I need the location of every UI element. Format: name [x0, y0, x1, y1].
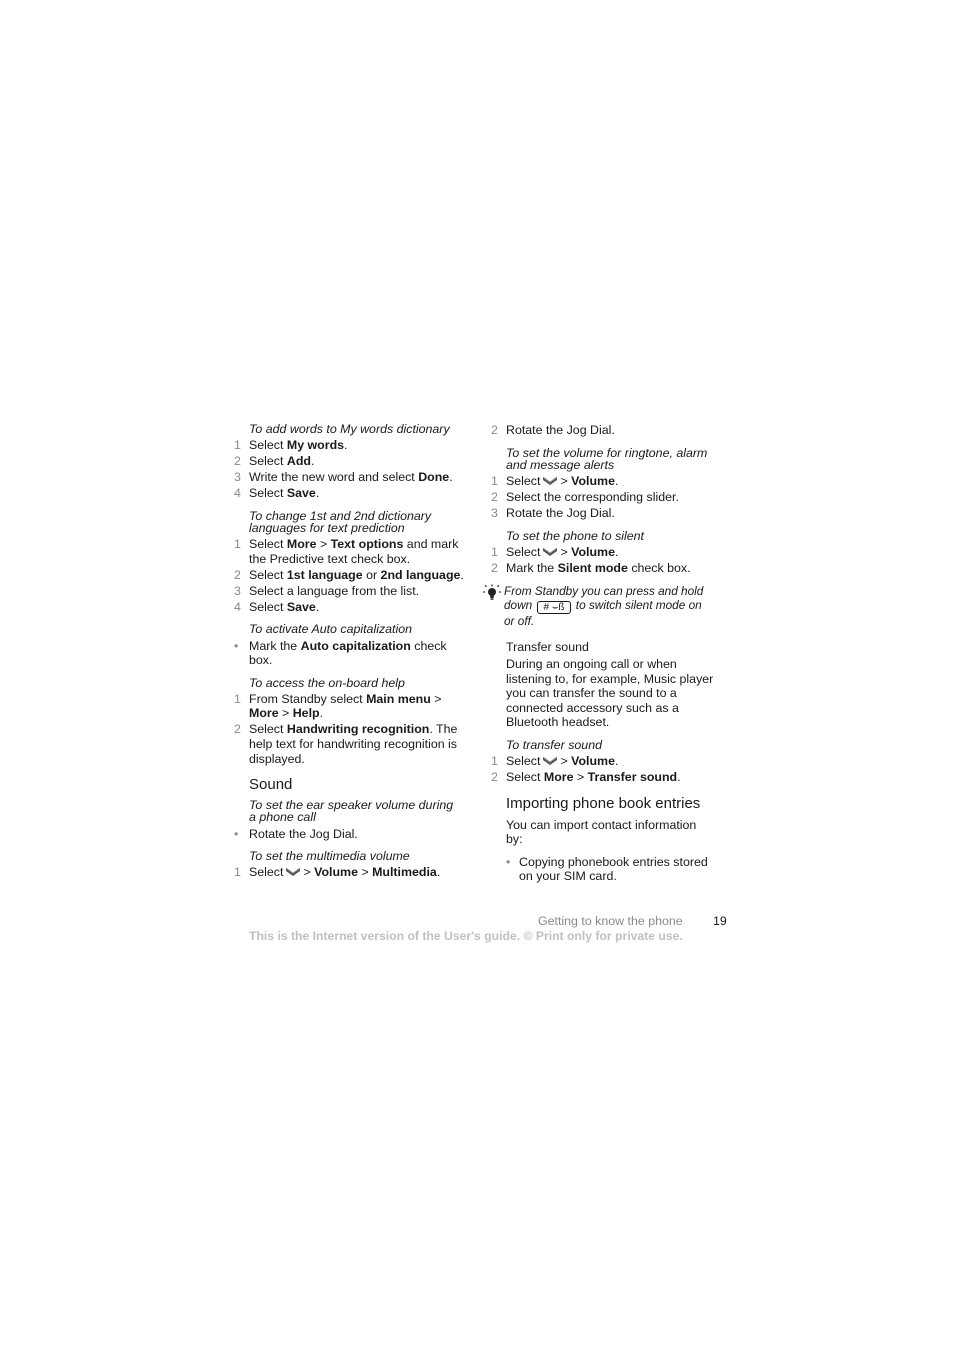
- section-heading: To change 1st and 2nd dictionary languages for text prediction: [249, 508, 432, 535]
- step-text: Select My words.: [249, 438, 348, 453]
- step-text: Select Save.: [249, 599, 320, 614]
- step-text: Select > Volume > Multimedia.: [249, 865, 441, 880]
- page-footer: [538, 914, 728, 929]
- step: [234, 600, 474, 615]
- transfer-sound-title: Transfer sound: [506, 640, 589, 655]
- bullet-text: Rotate the Jog Dial.: [249, 826, 358, 841]
- step: [234, 568, 474, 583]
- add-words-section: [234, 423, 474, 501]
- step-text: Select > Volume.: [506, 754, 619, 769]
- step-number: 1: [491, 474, 498, 488]
- left-column: [234, 423, 474, 889]
- step-text: Select Handwriting recognition. The help text for handwriting recognition is displayed.: [249, 722, 458, 766]
- section-heading: To access the on-board help: [249, 675, 405, 690]
- section-heading: To activate Auto capitalization: [249, 622, 413, 637]
- step-number: 3: [491, 505, 498, 520]
- bullet-text: Mark the Auto capitalization check box.: [249, 638, 447, 668]
- multimedia-volume-continued: [491, 423, 731, 438]
- step: [234, 454, 474, 469]
- ringtone-volume-section: [491, 447, 731, 521]
- step-text: Write the new word and select Done.: [249, 470, 453, 485]
- onboard-help-section: [234, 677, 474, 767]
- step-text: Select More > Text options and mark the Predictive text check box.: [249, 537, 459, 566]
- step-text: Rotate the Jog Dial.: [506, 505, 615, 520]
- step-number: 3: [234, 470, 241, 485]
- bullet-marker: •: [506, 854, 511, 869]
- step-number: 3: [234, 583, 241, 598]
- step-text: Select a language from the list.: [249, 583, 420, 598]
- step-text: Select More > Transfer sound.: [506, 770, 681, 785]
- step: [491, 423, 731, 438]
- step-text: Mark the Silent mode check box.: [506, 560, 691, 575]
- step-text: From Standby select Main menu > More > Help.: [249, 691, 442, 721]
- internet-version-notice: This is the Internet version of the User's guide. © Print only for private use.: [249, 929, 683, 943]
- menu-down-chevron-icon: [542, 475, 558, 487]
- section-heading: To transfer sound: [506, 737, 602, 752]
- step: [234, 865, 474, 880]
- step: [491, 506, 731, 521]
- importing-paragraph: You can import contact information by:: [506, 817, 697, 847]
- step-number: 1: [234, 537, 241, 552]
- step: [491, 754, 731, 769]
- change-dictionary-section: [234, 510, 474, 615]
- step-text: Select Add.: [249, 454, 315, 469]
- step-number: 1: [234, 438, 241, 453]
- tip-box: [491, 584, 731, 628]
- step-text: Select > Volume.: [506, 544, 619, 559]
- step: [234, 722, 474, 766]
- step: [234, 584, 474, 599]
- step-number: 4: [234, 486, 241, 501]
- footer-section-name: Getting to know the phone: [538, 914, 683, 928]
- step: [491, 545, 731, 560]
- menu-down-chevron-icon: [542, 546, 558, 558]
- importing-phonebook-title: Importing phone book entries: [506, 794, 701, 812]
- section-heading: To set the volume for ringtone, alarm and message alerts: [506, 445, 708, 472]
- step-number: 2: [491, 489, 498, 504]
- bullet-marker: •: [234, 638, 239, 653]
- page-number: 19: [713, 914, 727, 928]
- step-number: 2: [491, 560, 498, 575]
- menu-down-chevron-icon: [285, 866, 301, 878]
- step: [491, 561, 731, 576]
- step: [234, 470, 474, 485]
- section-heading: To add words to My words dictionary: [249, 422, 450, 436]
- step: [234, 537, 474, 566]
- step-number: 2: [491, 770, 498, 785]
- tip-text: From Standby you can press and hold down # ⌣ß to switch silent mode on or off.: [504, 584, 704, 629]
- ear-speaker-volume-section: [234, 799, 474, 841]
- step: [234, 438, 474, 453]
- step: [491, 474, 731, 489]
- transfer-sound-section: [491, 739, 731, 785]
- step-number: 2: [234, 567, 241, 582]
- bullet-item: [234, 639, 474, 668]
- step-text: Select 1st language or 2nd language.: [249, 567, 464, 582]
- step-text: Select the corresponding slider.: [506, 489, 679, 504]
- transfer-sound-paragraph: During an ongoing call or when listening to, for example, Music player you can transfer the sound to a connected accessory such as a Bluetooth headset.: [506, 656, 714, 730]
- auto-capitalization-section: [234, 623, 474, 667]
- right-column: [491, 423, 731, 885]
- bullet-text: Copying phonebook entries stored on your SIM card.: [519, 854, 708, 884]
- bullet-item: [234, 827, 474, 842]
- section-heading: To set the ear speaker volume during a phone call: [249, 798, 454, 825]
- section-heading: To set the phone to silent: [506, 528, 645, 543]
- silent-section: [491, 530, 731, 576]
- step-number: 1: [491, 754, 498, 769]
- step-number: 2: [491, 423, 498, 437]
- step-text: Select Save.: [249, 486, 320, 501]
- lightbulb-icon: [483, 584, 500, 628]
- bullet-item: [491, 855, 731, 884]
- bullet-marker: •: [234, 826, 239, 841]
- menu-down-chevron-icon: [542, 755, 558, 767]
- step-number: 4: [234, 599, 241, 614]
- sound-title: Sound: [249, 776, 293, 794]
- multimedia-volume-section: [234, 850, 474, 880]
- step-number: 1: [234, 865, 241, 880]
- step-number: 2: [234, 722, 241, 737]
- step-number: 1: [491, 544, 498, 559]
- hash-key-icon: # ⌣ß: [537, 601, 570, 614]
- step: [234, 692, 474, 721]
- step-number: 1: [234, 691, 241, 706]
- step-number: 2: [234, 454, 241, 469]
- step: [491, 490, 731, 505]
- step-text: Select > Volume.: [506, 474, 619, 488]
- step-text: Rotate the Jog Dial.: [506, 423, 615, 437]
- section-heading: To set the multimedia volume: [249, 849, 410, 864]
- step: [491, 770, 731, 785]
- step: [234, 486, 474, 501]
